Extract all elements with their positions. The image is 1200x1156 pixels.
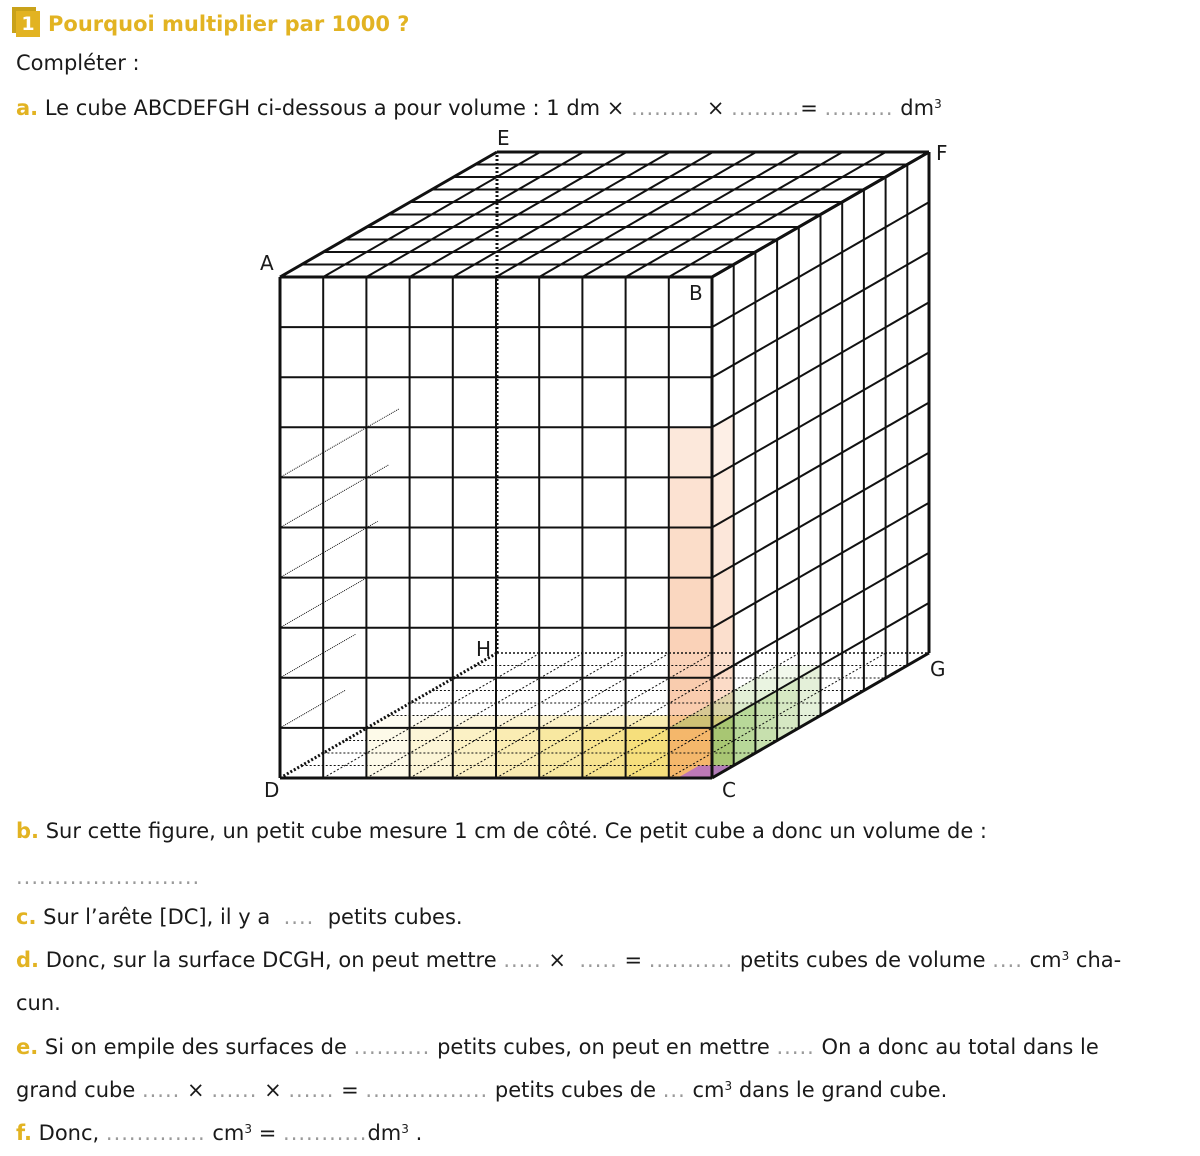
question-e-text: Si on empile des surfaces de bbox=[44, 1035, 347, 1059]
question-b-text: Sur cette figure, un petit cube mesure 1 cm de côté. Ce petit cube a donc un volume de : bbox=[45, 819, 988, 843]
question-c-text-end: petits cubes. bbox=[327, 905, 463, 929]
question-f-text: Donc, bbox=[38, 1121, 100, 1145]
question-e-text-4: grand cube bbox=[16, 1078, 136, 1102]
times-sign: × bbox=[548, 948, 567, 972]
hidden-depth-line bbox=[280, 465, 389, 528]
colored-small-cubes bbox=[366, 415, 820, 778]
answer-blank[interactable]: ..... bbox=[503, 948, 542, 972]
vertex-label-g: G bbox=[930, 657, 946, 681]
question-d-text-3: cha- bbox=[1075, 948, 1122, 972]
question-e-text-6: dans le grand cube. bbox=[738, 1078, 948, 1102]
question-a-letter: a. bbox=[16, 96, 39, 120]
vertex-label-e: E bbox=[497, 126, 510, 150]
vertex-label-a: A bbox=[260, 251, 274, 275]
times-sign: × bbox=[264, 1078, 282, 1102]
question-d-text-2: petits cubes de volume bbox=[739, 948, 986, 972]
answer-blank[interactable]: ...... bbox=[288, 1078, 335, 1102]
vertex-label-d: D bbox=[264, 778, 280, 802]
question-d-letter: d. bbox=[16, 948, 40, 972]
exponent: 3 bbox=[244, 1122, 253, 1136]
question-e-text-2: petits cubes, on peut en mettre bbox=[437, 1035, 770, 1059]
period: . bbox=[415, 1121, 423, 1145]
answer-blank[interactable]: ............. bbox=[105, 1121, 206, 1145]
question-e-text-5: petits cubes de bbox=[494, 1078, 657, 1102]
answer-blank[interactable]: .... bbox=[992, 948, 1023, 972]
exercise-number-badge: 1 bbox=[16, 11, 40, 37]
unit: cm bbox=[212, 1121, 245, 1145]
hidden-depth-line bbox=[280, 690, 345, 728]
hidden-depth-line bbox=[280, 521, 378, 577]
small-cube-orange bbox=[669, 477, 712, 527]
instruction: Compléter : bbox=[16, 51, 140, 75]
question-e bbox=[16, 1034, 1099, 1060]
answer-blank[interactable]: ......... bbox=[731, 96, 801, 120]
question-d-text-4: cun. bbox=[16, 991, 61, 1015]
answer-blank[interactable]: ........... bbox=[648, 948, 734, 972]
answer-blank[interactable]: ...... bbox=[211, 1078, 258, 1102]
answer-blank[interactable]: ..... bbox=[579, 948, 618, 972]
equals-sign: = bbox=[800, 96, 818, 120]
question-d bbox=[16, 947, 1121, 973]
unit: cm bbox=[1029, 948, 1062, 972]
question-e-letter: e. bbox=[16, 1035, 39, 1059]
answer-blank[interactable]: .......... bbox=[353, 1035, 431, 1059]
unit: dm bbox=[900, 96, 935, 120]
question-b bbox=[16, 818, 987, 844]
equals-sign: = bbox=[258, 1121, 277, 1145]
question-e-text-3: On a donc au total dans le bbox=[821, 1035, 1099, 1059]
exponent: 3 bbox=[401, 1122, 409, 1136]
question-b-letter: b. bbox=[16, 819, 40, 843]
question-c bbox=[16, 904, 463, 930]
question-f-letter: f. bbox=[16, 1121, 32, 1145]
exponent: 3 bbox=[1061, 949, 1070, 963]
answer-blank[interactable]: ........... bbox=[283, 1121, 368, 1145]
question-f bbox=[16, 1120, 422, 1146]
times-sign: × bbox=[706, 96, 725, 120]
equals-sign: = bbox=[624, 948, 643, 972]
vertex-label-c: C bbox=[722, 778, 736, 802]
vertex-label-b: B bbox=[689, 281, 703, 305]
answer-blank[interactable]: ... bbox=[662, 1078, 686, 1102]
small-cube-orange bbox=[669, 578, 712, 628]
question-c-text: Sur l’arête [DC], il y a bbox=[43, 905, 271, 929]
exponent: 3 bbox=[724, 1079, 733, 1093]
unit: cm bbox=[692, 1078, 725, 1102]
question-d-cont bbox=[16, 990, 61, 1016]
question-a-text: Le cube ABCDEFGH ci-dessous a pour volume : 1 dm × bbox=[44, 96, 625, 120]
answer-blank[interactable]: .... bbox=[283, 905, 315, 929]
hidden-depth-line bbox=[280, 634, 356, 678]
question-b-answer bbox=[16, 864, 200, 890]
small-cube-orange bbox=[669, 427, 712, 477]
equals-sign: = bbox=[341, 1078, 359, 1102]
cube-grid bbox=[280, 152, 929, 778]
vertex-label-f: F bbox=[936, 141, 948, 165]
small-cube-yellow bbox=[453, 728, 496, 778]
question-c-letter: c. bbox=[16, 905, 37, 929]
answer-blank[interactable]: ................ bbox=[365, 1078, 489, 1102]
vertex-label-h: H bbox=[476, 637, 492, 661]
question-d-text: Donc, sur la surface DCGH, on peut mettre bbox=[45, 948, 497, 972]
answer-blank[interactable]: ..... bbox=[141, 1078, 181, 1102]
small-cube-orange bbox=[669, 528, 712, 578]
exercise-title: Pourquoi multiplier par 1000 ? bbox=[48, 12, 410, 36]
answer-blank[interactable]: ......... bbox=[631, 96, 701, 120]
answer-blank[interactable]: ......... bbox=[824, 96, 894, 120]
unit: dm bbox=[367, 1121, 402, 1145]
times-sign: × bbox=[187, 1078, 205, 1102]
answer-blank[interactable]: ..... bbox=[776, 1035, 815, 1059]
question-e-cont bbox=[16, 1077, 947, 1103]
exponent: 3 bbox=[934, 97, 942, 111]
hidden-depth-line bbox=[280, 409, 399, 478]
answer-blank[interactable]: ........................ bbox=[16, 865, 201, 889]
